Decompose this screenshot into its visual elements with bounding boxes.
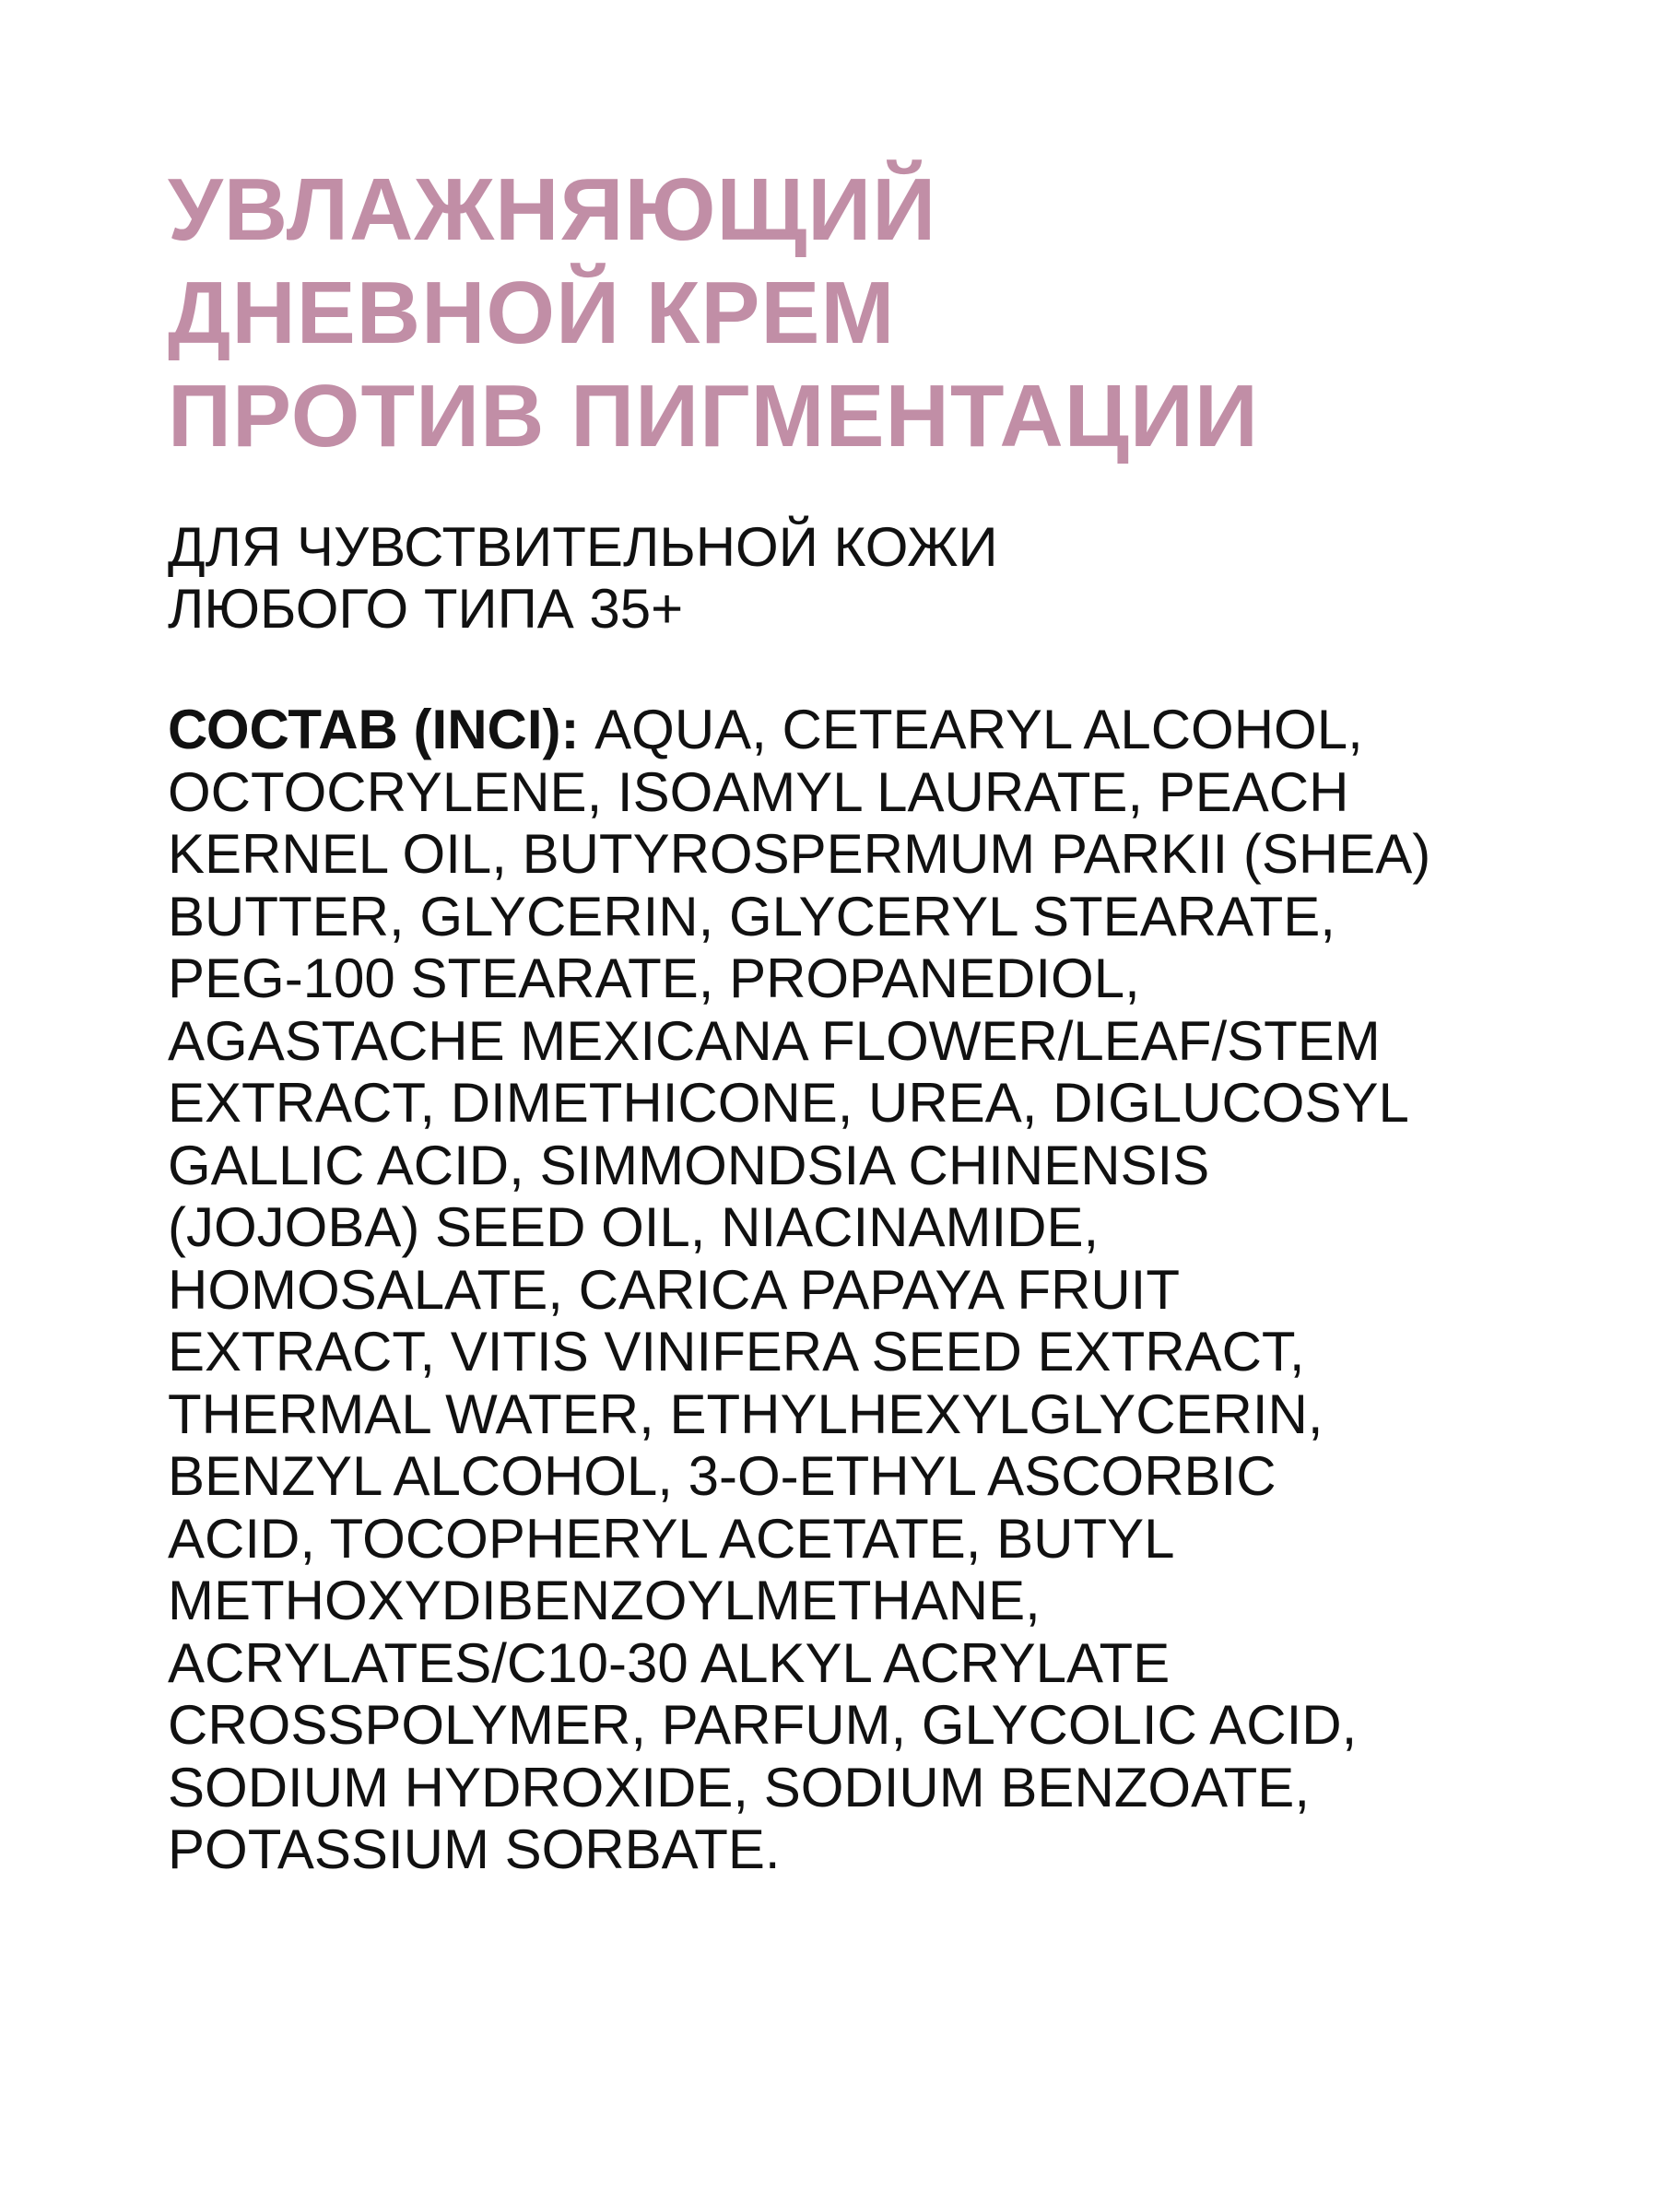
- ingredients-line: EXTRACT, DIMETHICONE, UREA, DIGLUCOSYL: [168, 1072, 1409, 1134]
- product-title: [168, 159, 1495, 468]
- product-title-line: УВЛАЖНЯЮЩИЙ: [168, 160, 937, 259]
- ingredients-line: (JOJOBA) SEED OIL, NIACINAMIDE,: [168, 1196, 1100, 1258]
- ingredients-first-line: [168, 699, 1495, 761]
- product-info-page: [168, 0, 1495, 2212]
- ingredients-line: HOMOSALATE, CARICA PAPAYA FRUIT: [168, 1258, 1180, 1321]
- ingredients-line: SODIUM HYDROXIDE, SODIUM BENZOATE,: [168, 1756, 1310, 1818]
- ingredients-line: OCTOCRYLENE, ISOAMYL LAURATE, PEACH: [168, 760, 1349, 823]
- ingredients-line: GALLIC ACID, SIMMONDSIA CHINENSIS: [168, 1134, 1210, 1196]
- product-subtitle: [168, 516, 1495, 640]
- ingredients-line: CROSSPOLYMER, PARFUM, GLYCOLIC ACID,: [168, 1694, 1358, 1756]
- ingredients-line: METHOXYDIBENZOYLMETHANE,: [168, 1570, 1041, 1631]
- ingredients-list: [168, 699, 1495, 1881]
- ingredients-line: EXTRACT, VITIS VINIFERA SEED EXTRACT,: [168, 1321, 1305, 1382]
- ingredients-line: AGASTACHE MEXICANA FLOWER/LEAF/STEM: [168, 1009, 1381, 1072]
- ingredients-text: AQUA, CETEARYL ALCOHOL,: [579, 699, 1363, 760]
- ingredients-line: THERMAL WATER, ETHYLHEXYLGLYCERIN,: [168, 1382, 1324, 1445]
- ingredients-label: СОСТАВ (INCI):: [168, 699, 580, 760]
- product-title-line: ПРОТИВ ПИГМЕНТАЦИИ: [168, 367, 1259, 465]
- ingredients-line: BENZYL ALCOHOL, 3-O-ETHYL ASCORBIC: [168, 1445, 1277, 1507]
- ingredients-line: BUTTER, GLYCERIN, GLYCERYL STEARATE,: [168, 885, 1335, 947]
- ingredients-line: KERNEL OIL, BUTYROSPERMUM PARKII (SHEA): [168, 823, 1431, 885]
- product-title-line: ДНЕВНОЙ КРЕМ: [168, 264, 896, 362]
- product-subtitle-line: ДЛЯ ЧУВСТВИТЕЛЬНОЙ КОЖИ: [168, 516, 998, 578]
- product-subtitle-line: ЛЮБОГО ТИПА 35+: [168, 578, 684, 640]
- ingredients-line: PEG-100 STEARATE, PROPANEDIOL,: [168, 947, 1140, 1009]
- ingredients-line: POTASSIUM SORBATE.: [168, 1818, 781, 1880]
- ingredients-line: ACRYLATES/C10-30 ALKYL ACRYLATE: [168, 1631, 1171, 1694]
- ingredients-line: ACID, TOCOPHERYL ACETATE, BUTYL: [168, 1507, 1175, 1570]
